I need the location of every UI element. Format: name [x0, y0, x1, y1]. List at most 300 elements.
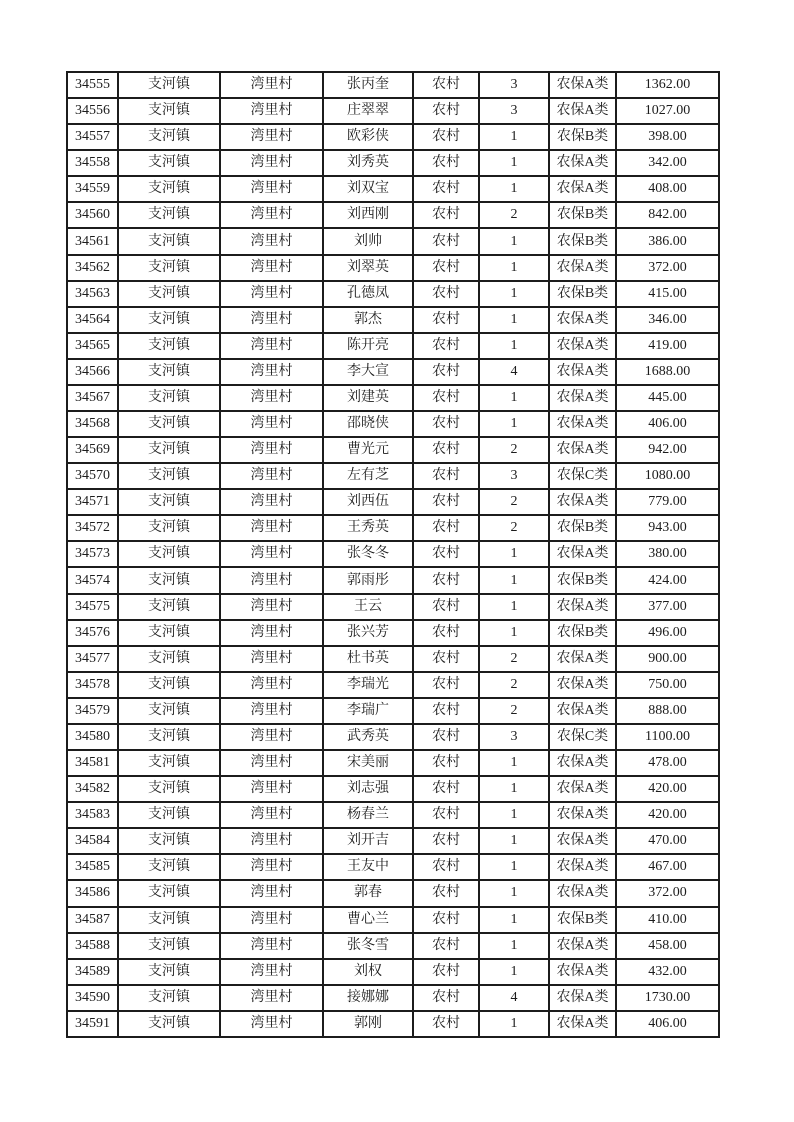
cell-record-id: 34584: [67, 828, 118, 854]
cell-village: 湾里村: [220, 985, 323, 1011]
cell-residence-type: 农村: [413, 150, 479, 176]
cell-person-name: 王云: [323, 594, 413, 620]
cell-village: 湾里村: [220, 437, 323, 463]
cell-amount: 750.00: [616, 672, 719, 698]
cell-person-count: 4: [479, 985, 549, 1011]
cell-insurance-category: 农保A类: [549, 959, 616, 985]
table-row: [67, 985, 719, 1011]
cell-person-count: 1: [479, 150, 549, 176]
cell-person-name: 李大宣: [323, 359, 413, 385]
cell-amount: 888.00: [616, 698, 719, 724]
cell-person-name: 宋美丽: [323, 750, 413, 776]
table-row: [67, 620, 719, 646]
cell-amount: 380.00: [616, 541, 719, 567]
cell-person-count: 1: [479, 750, 549, 776]
cell-village: 湾里村: [220, 307, 323, 333]
cell-residence-type: 农村: [413, 176, 479, 202]
table-row: [67, 828, 719, 854]
cell-record-id: 34581: [67, 750, 118, 776]
cell-insurance-category: 农保A类: [549, 255, 616, 281]
table-row: [67, 385, 719, 411]
cell-village: 湾里村: [220, 802, 323, 828]
cell-person-name: 郭春: [323, 880, 413, 906]
cell-person-count: 1: [479, 959, 549, 985]
cell-insurance-category: 农保B类: [549, 281, 616, 307]
cell-record-id: 34561: [67, 228, 118, 254]
cell-insurance-category: 农保A类: [549, 411, 616, 437]
cell-person-name: 左有芝: [323, 463, 413, 489]
cell-town: 支河镇: [118, 463, 220, 489]
cell-person-name: 王秀英: [323, 515, 413, 541]
cell-village: 湾里村: [220, 594, 323, 620]
cell-amount: 415.00: [616, 281, 719, 307]
cell-residence-type: 农村: [413, 307, 479, 333]
cell-town: 支河镇: [118, 411, 220, 437]
cell-village: 湾里村: [220, 333, 323, 359]
cell-insurance-category: 农保B类: [549, 907, 616, 933]
cell-residence-type: 农村: [413, 750, 479, 776]
cell-person-count: 1: [479, 228, 549, 254]
cell-residence-type: 农村: [413, 567, 479, 593]
cell-amount: 372.00: [616, 880, 719, 906]
cell-amount: 342.00: [616, 150, 719, 176]
cell-record-id: 34588: [67, 933, 118, 959]
table-row: [67, 437, 719, 463]
table-row: [67, 802, 719, 828]
cell-town: 支河镇: [118, 672, 220, 698]
cell-residence-type: 农村: [413, 776, 479, 802]
cell-person-name: 李瑞光: [323, 672, 413, 698]
cell-insurance-category: 农保A类: [549, 489, 616, 515]
cell-insurance-category: 农保A类: [549, 985, 616, 1011]
table-row: [67, 72, 719, 98]
cell-amount: 458.00: [616, 933, 719, 959]
cell-amount: 1688.00: [616, 359, 719, 385]
table-row: [67, 463, 719, 489]
insurance-record-table: [66, 71, 720, 1038]
cell-amount: 842.00: [616, 202, 719, 228]
cell-town: 支河镇: [118, 750, 220, 776]
cell-amount: 406.00: [616, 411, 719, 437]
table-row: [67, 489, 719, 515]
cell-town: 支河镇: [118, 698, 220, 724]
cell-person-count: 2: [479, 515, 549, 541]
cell-record-id: 34573: [67, 541, 118, 567]
cell-village: 湾里村: [220, 202, 323, 228]
cell-insurance-category: 农保A类: [549, 176, 616, 202]
cell-village: 湾里村: [220, 359, 323, 385]
table-row: [67, 907, 719, 933]
cell-residence-type: 农村: [413, 255, 479, 281]
cell-person-count: 3: [479, 463, 549, 489]
cell-insurance-category: 农保A类: [549, 385, 616, 411]
table-row: [67, 880, 719, 906]
cell-person-name: 接娜娜: [323, 985, 413, 1011]
cell-amount: 346.00: [616, 307, 719, 333]
cell-insurance-category: 农保A类: [549, 541, 616, 567]
cell-insurance-category: 农保C类: [549, 463, 616, 489]
cell-person-count: 1: [479, 620, 549, 646]
cell-record-id: 34571: [67, 489, 118, 515]
cell-residence-type: 农村: [413, 802, 479, 828]
cell-insurance-category: 农保A类: [549, 150, 616, 176]
table-row: [67, 750, 719, 776]
cell-village: 湾里村: [220, 959, 323, 985]
cell-person-count: 1: [479, 854, 549, 880]
cell-residence-type: 农村: [413, 880, 479, 906]
cell-town: 支河镇: [118, 907, 220, 933]
cell-amount: 942.00: [616, 437, 719, 463]
cell-town: 支河镇: [118, 541, 220, 567]
cell-record-id: 34575: [67, 594, 118, 620]
cell-person-count: 1: [479, 567, 549, 593]
cell-town: 支河镇: [118, 880, 220, 906]
cell-town: 支河镇: [118, 646, 220, 672]
cell-person-name: 刘权: [323, 959, 413, 985]
cell-residence-type: 农村: [413, 437, 479, 463]
cell-record-id: 34555: [67, 72, 118, 98]
cell-amount: 1080.00: [616, 463, 719, 489]
cell-residence-type: 农村: [413, 646, 479, 672]
cell-person-name: 郭杰: [323, 307, 413, 333]
cell-insurance-category: 农保A类: [549, 307, 616, 333]
cell-person-name: 刘帅: [323, 228, 413, 254]
cell-village: 湾里村: [220, 776, 323, 802]
cell-village: 湾里村: [220, 1011, 323, 1037]
cell-residence-type: 农村: [413, 959, 479, 985]
cell-residence-type: 农村: [413, 620, 479, 646]
cell-residence-type: 农村: [413, 489, 479, 515]
cell-amount: 424.00: [616, 567, 719, 593]
cell-town: 支河镇: [118, 281, 220, 307]
cell-residence-type: 农村: [413, 933, 479, 959]
cell-residence-type: 农村: [413, 854, 479, 880]
cell-amount: 408.00: [616, 176, 719, 202]
cell-record-id: 34574: [67, 567, 118, 593]
cell-village: 湾里村: [220, 515, 323, 541]
cell-residence-type: 农村: [413, 124, 479, 150]
cell-person-name: 孔德凤: [323, 281, 413, 307]
cell-residence-type: 农村: [413, 333, 479, 359]
cell-insurance-category: 农保A类: [549, 698, 616, 724]
cell-town: 支河镇: [118, 437, 220, 463]
cell-town: 支河镇: [118, 150, 220, 176]
cell-person-count: 2: [479, 646, 549, 672]
cell-person-name: 张兴芳: [323, 620, 413, 646]
cell-insurance-category: 农保A类: [549, 333, 616, 359]
cell-record-id: 34590: [67, 985, 118, 1011]
cell-person-name: 曹光元: [323, 437, 413, 463]
cell-residence-type: 农村: [413, 1011, 479, 1037]
cell-record-id: 34558: [67, 150, 118, 176]
cell-insurance-category: 农保A类: [549, 359, 616, 385]
cell-village: 湾里村: [220, 724, 323, 750]
cell-insurance-category: 农保A类: [549, 98, 616, 124]
cell-insurance-category: 农保A类: [549, 776, 616, 802]
cell-person-name: 张冬雪: [323, 933, 413, 959]
cell-residence-type: 农村: [413, 541, 479, 567]
cell-village: 湾里村: [220, 489, 323, 515]
cell-residence-type: 农村: [413, 594, 479, 620]
cell-person-name: 刘西伍: [323, 489, 413, 515]
cell-insurance-category: 农保A类: [549, 750, 616, 776]
cell-village: 湾里村: [220, 620, 323, 646]
cell-insurance-category: 农保A类: [549, 854, 616, 880]
cell-village: 湾里村: [220, 854, 323, 880]
cell-town: 支河镇: [118, 255, 220, 281]
cell-town: 支河镇: [118, 802, 220, 828]
cell-insurance-category: 农保A类: [549, 802, 616, 828]
cell-village: 湾里村: [220, 541, 323, 567]
cell-town: 支河镇: [118, 307, 220, 333]
cell-town: 支河镇: [118, 594, 220, 620]
cell-record-id: 34556: [67, 98, 118, 124]
cell-town: 支河镇: [118, 228, 220, 254]
cell-amount: 470.00: [616, 828, 719, 854]
cell-residence-type: 农村: [413, 72, 479, 98]
cell-person-name: 郭雨彤: [323, 567, 413, 593]
cell-amount: 779.00: [616, 489, 719, 515]
cell-insurance-category: 农保A类: [549, 72, 616, 98]
cell-record-id: 34565: [67, 333, 118, 359]
table-row: [67, 359, 719, 385]
table-row: [67, 646, 719, 672]
table-row: [67, 255, 719, 281]
cell-person-count: 3: [479, 724, 549, 750]
cell-record-id: 34585: [67, 854, 118, 880]
table-row: [67, 1011, 719, 1037]
table-row: [67, 202, 719, 228]
cell-residence-type: 农村: [413, 359, 479, 385]
cell-town: 支河镇: [118, 567, 220, 593]
cell-person-name: 邵晓侠: [323, 411, 413, 437]
cell-town: 支河镇: [118, 828, 220, 854]
cell-person-count: 1: [479, 594, 549, 620]
cell-person-count: 2: [479, 437, 549, 463]
cell-insurance-category: 农保A类: [549, 933, 616, 959]
cell-person-name: 庄翠翠: [323, 98, 413, 124]
cell-record-id: 34582: [67, 776, 118, 802]
table-row: [67, 672, 719, 698]
cell-insurance-category: 农保B类: [549, 228, 616, 254]
cell-person-name: 李瑞广: [323, 698, 413, 724]
cell-town: 支河镇: [118, 724, 220, 750]
cell-person-count: 1: [479, 307, 549, 333]
cell-residence-type: 农村: [413, 724, 479, 750]
cell-village: 湾里村: [220, 907, 323, 933]
cell-person-count: 1: [479, 385, 549, 411]
cell-amount: 1027.00: [616, 98, 719, 124]
table-row: [67, 776, 719, 802]
cell-record-id: 34577: [67, 646, 118, 672]
cell-village: 湾里村: [220, 646, 323, 672]
cell-town: 支河镇: [118, 854, 220, 880]
cell-residence-type: 农村: [413, 828, 479, 854]
cell-person-count: 1: [479, 255, 549, 281]
table-row: [67, 854, 719, 880]
cell-town: 支河镇: [118, 515, 220, 541]
cell-village: 湾里村: [220, 411, 323, 437]
table-row: [67, 411, 719, 437]
cell-person-count: 1: [479, 828, 549, 854]
cell-town: 支河镇: [118, 202, 220, 228]
cell-town: 支河镇: [118, 385, 220, 411]
cell-person-count: 1: [479, 176, 549, 202]
cell-person-name: 张冬冬: [323, 541, 413, 567]
cell-amount: 900.00: [616, 646, 719, 672]
cell-person-count: 1: [479, 1011, 549, 1037]
cell-record-id: 34570: [67, 463, 118, 489]
cell-residence-type: 农村: [413, 907, 479, 933]
cell-record-id: 34578: [67, 672, 118, 698]
cell-person-name: 陈开亮: [323, 333, 413, 359]
cell-residence-type: 农村: [413, 698, 479, 724]
cell-town: 支河镇: [118, 776, 220, 802]
cell-person-name: 张丙奎: [323, 72, 413, 98]
cell-person-name: 刘西刚: [323, 202, 413, 228]
cell-record-id: 34569: [67, 437, 118, 463]
cell-person-name: 曹心兰: [323, 907, 413, 933]
cell-record-id: 34560: [67, 202, 118, 228]
cell-person-name: 杨春兰: [323, 802, 413, 828]
cell-person-count: 1: [479, 907, 549, 933]
cell-record-id: 34576: [67, 620, 118, 646]
cell-record-id: 34589: [67, 959, 118, 985]
cell-town: 支河镇: [118, 359, 220, 385]
cell-village: 湾里村: [220, 698, 323, 724]
cell-village: 湾里村: [220, 72, 323, 98]
cell-person-count: 2: [479, 202, 549, 228]
cell-residence-type: 农村: [413, 463, 479, 489]
cell-person-name: 刘建英: [323, 385, 413, 411]
cell-record-id: 34587: [67, 907, 118, 933]
cell-amount: 420.00: [616, 776, 719, 802]
cell-amount: 1100.00: [616, 724, 719, 750]
cell-village: 湾里村: [220, 281, 323, 307]
cell-record-id: 34564: [67, 307, 118, 333]
cell-insurance-category: 农保A类: [549, 1011, 616, 1037]
cell-record-id: 34572: [67, 515, 118, 541]
cell-amount: 943.00: [616, 515, 719, 541]
cell-residence-type: 农村: [413, 985, 479, 1011]
table-row: [67, 594, 719, 620]
cell-record-id: 34583: [67, 802, 118, 828]
cell-amount: 1362.00: [616, 72, 719, 98]
cell-record-id: 34566: [67, 359, 118, 385]
cell-insurance-category: 农保A类: [549, 646, 616, 672]
cell-record-id: 34562: [67, 255, 118, 281]
cell-village: 湾里村: [220, 672, 323, 698]
cell-amount: 432.00: [616, 959, 719, 985]
table-body: [67, 72, 719, 1037]
cell-residence-type: 农村: [413, 515, 479, 541]
cell-amount: 496.00: [616, 620, 719, 646]
cell-residence-type: 农村: [413, 385, 479, 411]
cell-amount: 1730.00: [616, 985, 719, 1011]
cell-town: 支河镇: [118, 124, 220, 150]
cell-record-id: 34563: [67, 281, 118, 307]
table-row: [67, 176, 719, 202]
cell-amount: 445.00: [616, 385, 719, 411]
cell-person-count: 1: [479, 880, 549, 906]
cell-residence-type: 农村: [413, 281, 479, 307]
cell-record-id: 34580: [67, 724, 118, 750]
cell-village: 湾里村: [220, 750, 323, 776]
cell-town: 支河镇: [118, 620, 220, 646]
cell-village: 湾里村: [220, 463, 323, 489]
cell-person-name: 刘双宝: [323, 176, 413, 202]
cell-insurance-category: 农保B类: [549, 515, 616, 541]
cell-village: 湾里村: [220, 255, 323, 281]
cell-town: 支河镇: [118, 72, 220, 98]
cell-insurance-category: 农保A类: [549, 437, 616, 463]
cell-insurance-category: 农保B类: [549, 567, 616, 593]
cell-village: 湾里村: [220, 880, 323, 906]
cell-insurance-category: 农保A类: [549, 880, 616, 906]
table-row: [67, 150, 719, 176]
cell-amount: 398.00: [616, 124, 719, 150]
table-row: [67, 333, 719, 359]
table-row: [67, 98, 719, 124]
cell-village: 湾里村: [220, 150, 323, 176]
cell-village: 湾里村: [220, 567, 323, 593]
cell-amount: 406.00: [616, 1011, 719, 1037]
cell-amount: 419.00: [616, 333, 719, 359]
cell-village: 湾里村: [220, 385, 323, 411]
cell-record-id: 34557: [67, 124, 118, 150]
cell-person-count: 1: [479, 933, 549, 959]
table-row: [67, 124, 719, 150]
cell-person-count: 1: [479, 411, 549, 437]
cell-person-name: 刘志强: [323, 776, 413, 802]
table-row: [67, 228, 719, 254]
cell-person-name: 刘开吉: [323, 828, 413, 854]
cell-record-id: 34591: [67, 1011, 118, 1037]
cell-person-count: 1: [479, 333, 549, 359]
cell-record-id: 34568: [67, 411, 118, 437]
table-row: [67, 698, 719, 724]
cell-amount: 467.00: [616, 854, 719, 880]
cell-town: 支河镇: [118, 933, 220, 959]
cell-residence-type: 农村: [413, 672, 479, 698]
cell-town: 支河镇: [118, 98, 220, 124]
cell-person-name: 刘翠英: [323, 255, 413, 281]
cell-person-count: 1: [479, 541, 549, 567]
table-row: [67, 959, 719, 985]
cell-person-count: 2: [479, 672, 549, 698]
cell-village: 湾里村: [220, 828, 323, 854]
cell-village: 湾里村: [220, 228, 323, 254]
cell-town: 支河镇: [118, 959, 220, 985]
cell-amount: 372.00: [616, 255, 719, 281]
cell-village: 湾里村: [220, 98, 323, 124]
cell-person-count: 1: [479, 802, 549, 828]
cell-person-count: 1: [479, 281, 549, 307]
cell-person-count: 1: [479, 776, 549, 802]
cell-person-name: 王友中: [323, 854, 413, 880]
cell-person-name: 杜书英: [323, 646, 413, 672]
table-row: [67, 567, 719, 593]
cell-amount: 410.00: [616, 907, 719, 933]
cell-residence-type: 农村: [413, 228, 479, 254]
cell-town: 支河镇: [118, 333, 220, 359]
cell-person-name: 刘秀英: [323, 150, 413, 176]
cell-insurance-category: 农保A类: [549, 594, 616, 620]
cell-amount: 420.00: [616, 802, 719, 828]
cell-amount: 377.00: [616, 594, 719, 620]
cell-insurance-category: 农保A类: [549, 828, 616, 854]
cell-insurance-category: 农保B类: [549, 124, 616, 150]
